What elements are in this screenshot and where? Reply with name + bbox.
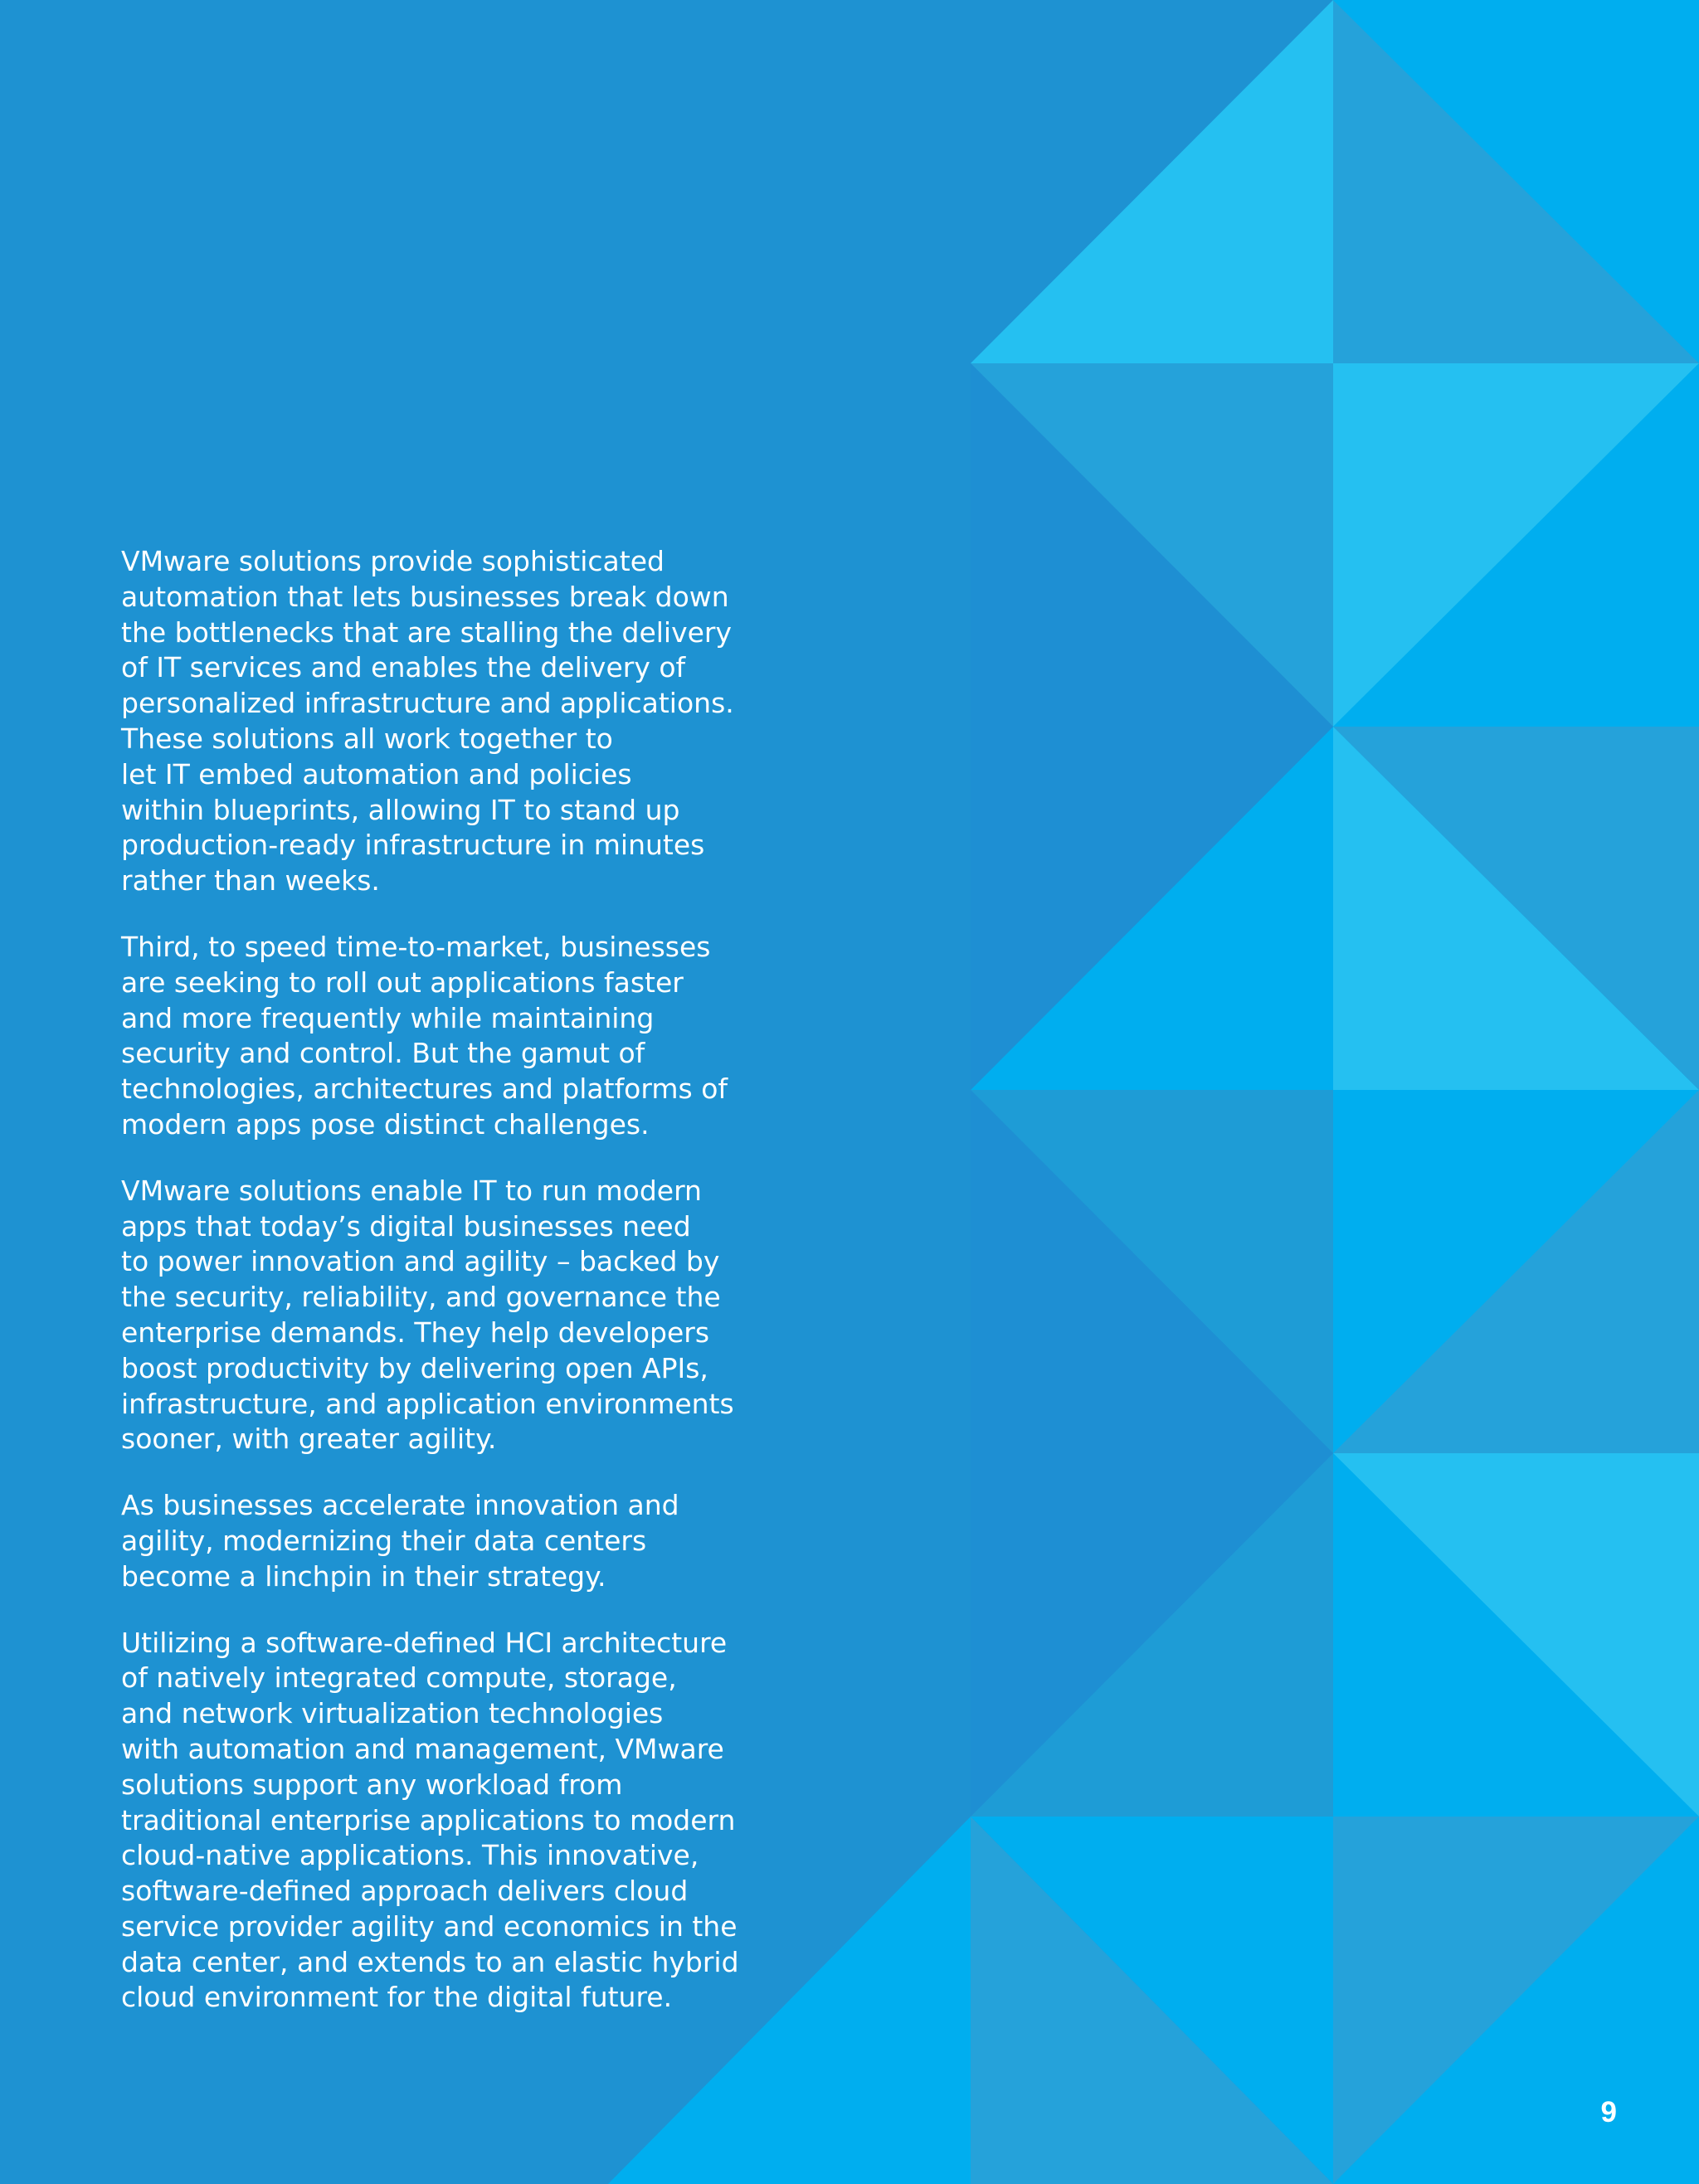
text-line: with automation and management, VMware xyxy=(121,1732,724,1765)
body-text xyxy=(121,544,801,2046)
text-line: within blueprints, allowing IT to stand up xyxy=(121,793,680,826)
text-line: technologies, architectures and platforms of xyxy=(121,1073,728,1106)
text-line: production-ready infrastructure in minutes xyxy=(121,829,705,862)
paragraph-time-to-market xyxy=(121,930,801,1143)
text-line: Third, to speed time-to-market, businesses xyxy=(121,930,711,963)
text-line: These solutions all work together to xyxy=(121,722,613,755)
text-line: cloud environment for the digital future. xyxy=(121,1981,673,2014)
paragraph-data-centers xyxy=(121,1488,801,1594)
text-line: infrastructure, and application environments xyxy=(121,1387,734,1420)
text-line: VMware solutions provide sophisticated xyxy=(121,545,665,577)
text-line: let IT embed automation and policies xyxy=(121,757,632,790)
text-line: Utilizing a software-defined HCI architecture xyxy=(121,1626,728,1659)
paragraph-modern-apps xyxy=(121,1174,801,1457)
text-line: boost productivity by delivering open APIs, xyxy=(121,1351,708,1384)
text-line: automation that lets businesses break down xyxy=(121,580,729,613)
text-line: traditional enterprise applications to modern xyxy=(121,1803,736,1836)
text-line: data center, and extends to an elastic hybrid xyxy=(121,1945,739,1978)
text-line: and more frequently while maintaining xyxy=(121,1001,655,1034)
text-line: enterprise demands. They help developers xyxy=(121,1316,710,1349)
text-line: become a linchpin in their strategy. xyxy=(121,1559,606,1593)
text-line: sooner, with greater agility. xyxy=(121,1423,497,1456)
text-line: solutions support any workload from xyxy=(121,1768,623,1801)
text-line: security and control. But the gamut of xyxy=(121,1037,645,1070)
text-line: agility, modernizing their data centers xyxy=(121,1524,647,1557)
paragraph-hci-architecture xyxy=(121,1626,801,2016)
text-line: service provider agility and economics in the xyxy=(121,1909,738,1943)
text-line: As businesses accelerate innovation and xyxy=(121,1489,679,1522)
text-line: rather than weeks. xyxy=(121,864,380,897)
text-line: cloud-native applications. This innovative, xyxy=(121,1839,699,1872)
paragraph-automation xyxy=(121,544,801,899)
text-line: the bottlenecks that are stalling the delivery xyxy=(121,615,733,649)
text-line: and network virtualization technologies xyxy=(121,1697,664,1730)
text-line: personalized infrastructure and applications. xyxy=(121,687,734,720)
text-line: VMware solutions enable IT to run modern xyxy=(121,1174,702,1207)
text-line: apps that today’s digital businesses need xyxy=(121,1209,691,1243)
text-line: modern apps pose distinct challenges. xyxy=(121,1107,650,1141)
text-line: the security, reliability, and governance the xyxy=(121,1281,721,1314)
page-number: 9 xyxy=(1600,2096,1617,2128)
text-line: to power innovation and agility – backed by xyxy=(121,1245,720,1278)
text-line: are seeking to roll out applications faster xyxy=(121,966,684,999)
text-line: of natively integrated compute, storage, xyxy=(121,1661,677,1695)
text-line: software-defined approach delivers cloud xyxy=(121,1875,689,1908)
text-line: of IT services and enables the delivery of xyxy=(121,651,686,684)
